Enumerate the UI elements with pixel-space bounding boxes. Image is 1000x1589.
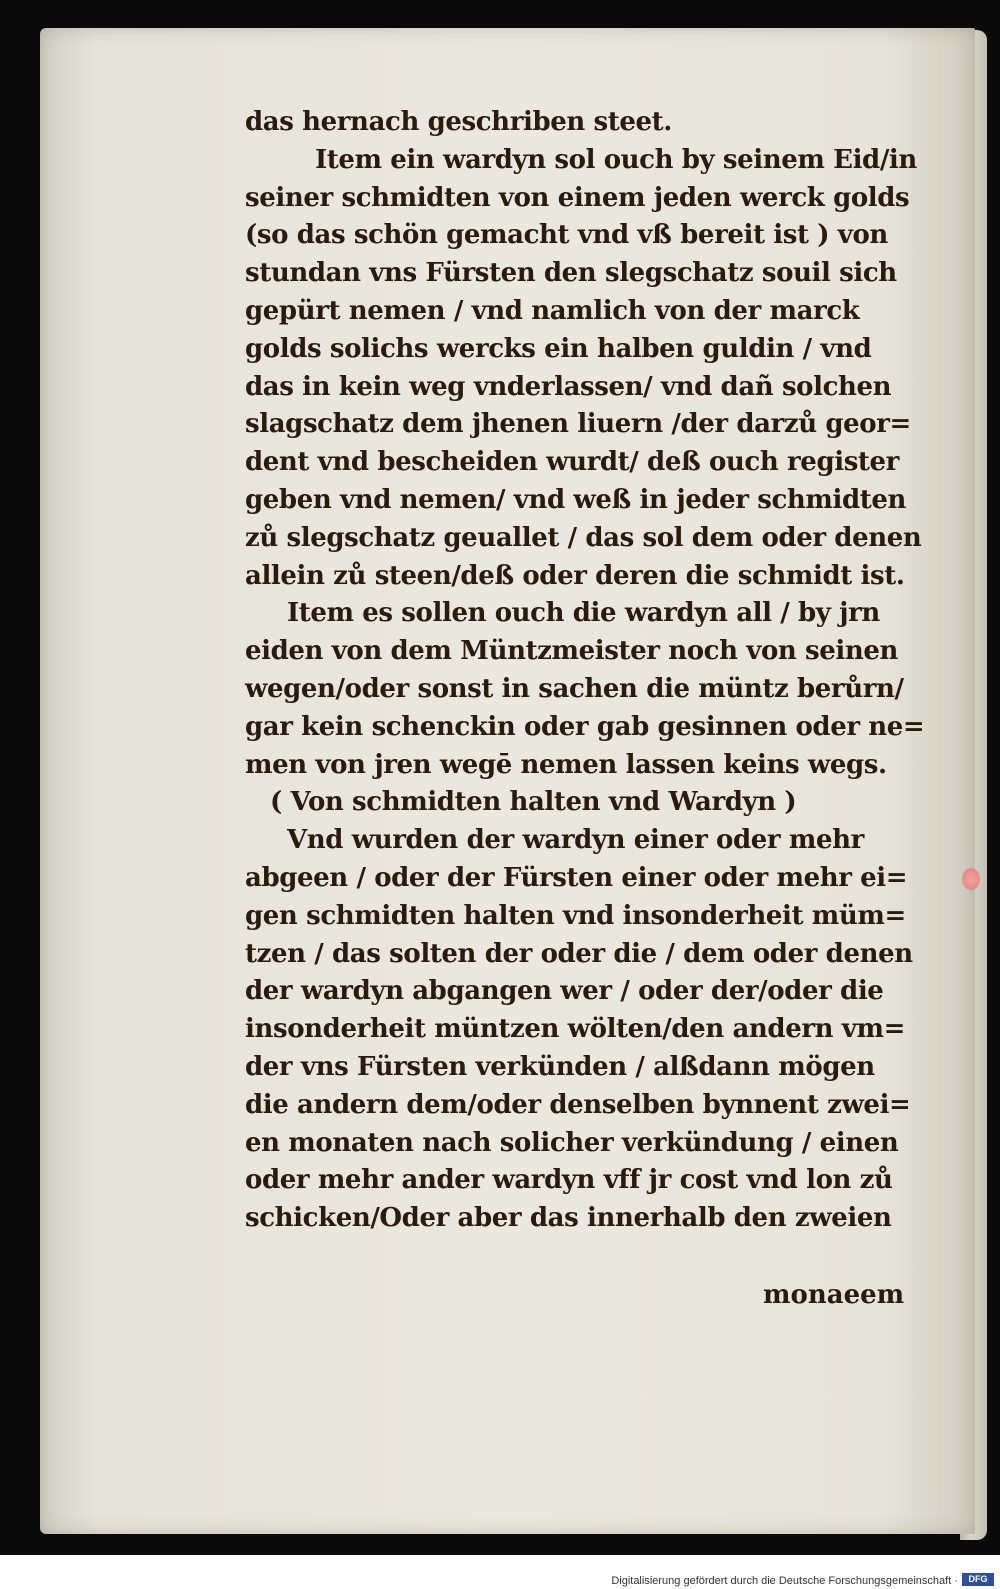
text-line: golds solichs wercks ein halben guldin / vnd	[245, 333, 872, 364]
text-line: Item es sollen ouch die wardyn all / by jrn	[287, 598, 880, 629]
text-line: das hernach geschriben steet.	[245, 107, 672, 137]
text-line: gepürt nemen / vnd namlich von der marck	[245, 295, 860, 326]
text-line: insonderheit müntzen wölten/den andern vm=	[245, 1014, 906, 1045]
footer-credit: Digitalisierung gefördert durch die Deutsche Forschungsgemeinschaft ·	[611, 1575, 958, 1587]
text-line: (so das schön gemacht vnd vß bereit ist ) von	[245, 220, 888, 251]
text-line: der wardyn abgangen wer / oder der/oder die	[245, 976, 884, 1007]
text-line: der vns Fürsten verkünden / alßdann mögen	[245, 1051, 875, 1082]
text-line: die andern dem/oder denselben bynnent zwei=	[245, 1089, 911, 1120]
text-line: oder mehr ander wardyn vff jr cost vnd lon zů	[245, 1165, 893, 1196]
library-stamp-dot	[962, 868, 980, 890]
text-line: men von jren wegē nemen lassen keins wegs.	[245, 749, 887, 780]
text-line: das in kein weg vnderlassen/ vnd dañ solchen	[245, 371, 892, 402]
text-line: eiden von dem Müntzmeister noch von seinen	[245, 636, 899, 667]
text-line: allein zů steen/deß oder deren die schmidt ist.	[245, 560, 905, 591]
text-line: Item ein wardyn sol ouch by seinem Eid/in	[315, 144, 917, 175]
text-line: geben vnd nemen/ vnd weß in jeder schmidten	[245, 484, 907, 515]
text-line: seiner schmidten von einem jeden werck golds	[245, 182, 910, 213]
text-line: slagschatz dem jhenen liuern /der darzů geor=	[245, 409, 911, 440]
text-line: wegen/oder sonst in sachen die müntz berůrn/	[245, 673, 904, 704]
section-heading: ( Von schmidten halten vnd Wardyn )	[270, 787, 797, 818]
text-line: gar kein schenckin oder gab gesinnen oder ne=	[245, 711, 925, 742]
text-line: dent vnd bescheiden wurdt/ deß ouch register	[245, 447, 899, 478]
text-line: gen schmidten halten vnd insonderheit müm=	[245, 900, 906, 931]
dfg-logo: DFG	[962, 1573, 994, 1586]
catchword: monaeem	[763, 1280, 905, 1310]
text-line: tzen / das solten der oder die / dem oder denen	[245, 938, 913, 969]
text-line: stundan vns Fürsten den slegschatz souil sich	[245, 258, 897, 289]
text-line: schicken/Oder aber das innerhalb den zweien	[245, 1203, 892, 1234]
page-text	[245, 104, 925, 1238]
text-line: abgeen / oder der Fürsten einer oder mehr ei=	[245, 862, 908, 893]
text-line: Vnd wurden der wardyn einer oder mehr	[287, 825, 864, 856]
text-line: en monaten nach solicher verkündung / einen	[245, 1127, 899, 1158]
text-line: zů slegschatz geuallet / das sol dem oder denen	[245, 522, 922, 553]
